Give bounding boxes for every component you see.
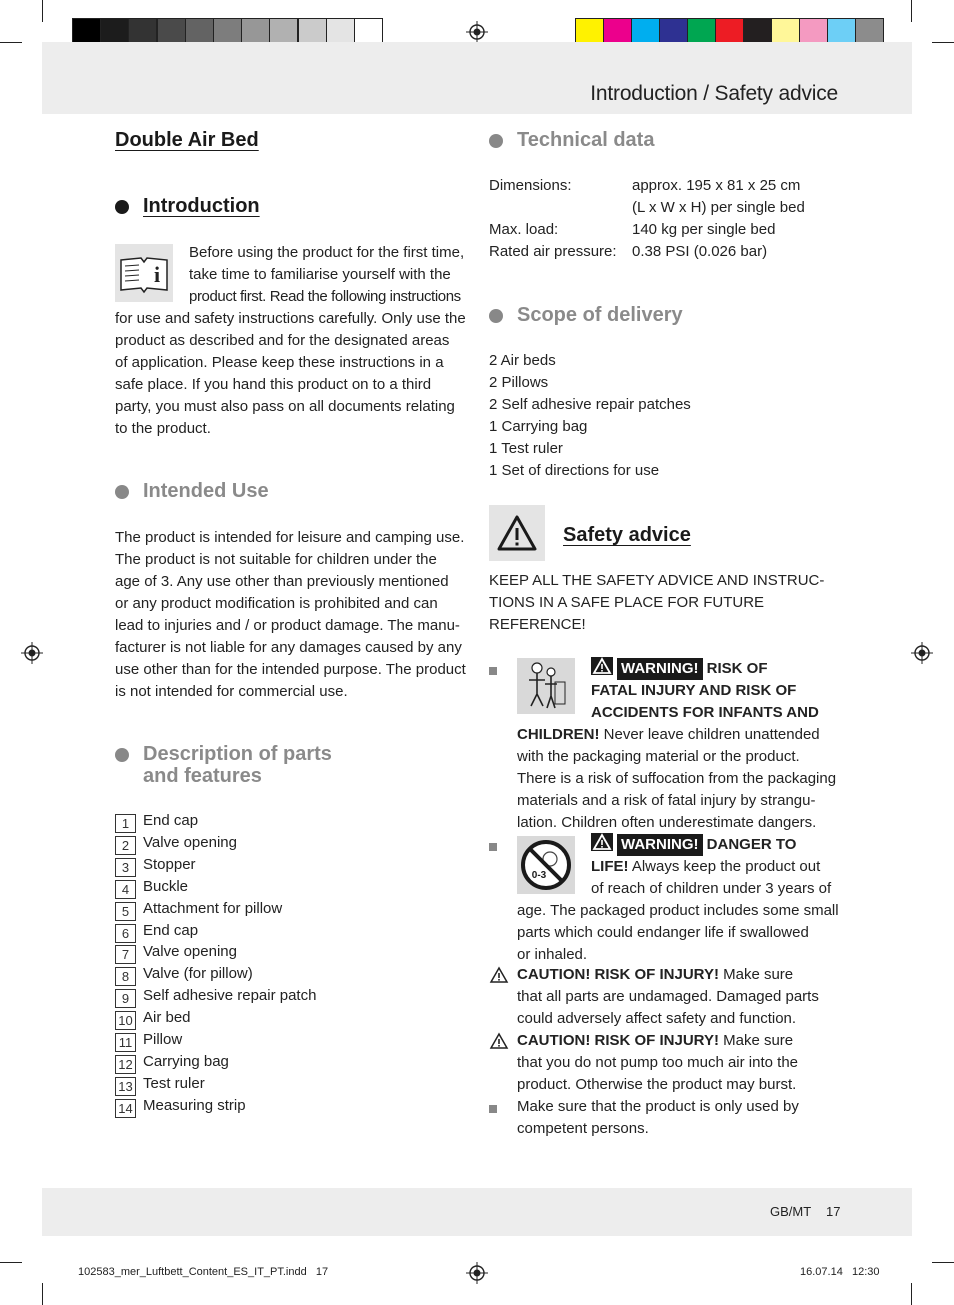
part-number-box: 12: [115, 1055, 136, 1074]
part-number-box: 8: [115, 967, 136, 986]
bullet-dot: [489, 309, 503, 323]
part-label: Test ruler: [143, 1074, 205, 1092]
warning-bold-text: CHILDREN!: [517, 726, 600, 743]
text-line: competent persons.: [517, 1120, 649, 1137]
text-span: Make sure: [718, 966, 794, 983]
caution-triangle-icon: [489, 1032, 509, 1050]
safety-keep-notice: [489, 570, 824, 636]
intro-paragraph: [115, 242, 467, 440]
intro-heading: Introduction: [143, 195, 260, 217]
bullet-square: [489, 667, 497, 675]
crop-mark: [42, 0, 43, 22]
list-item: 1 Carrying bag: [489, 418, 588, 435]
warning-bold-text: LIFE!: [591, 858, 629, 875]
caution-bold-text: CAUTION! RISK OF INJURY!: [517, 966, 719, 983]
text-line: of reach of children under 3 years of: [591, 880, 832, 897]
part-label: Attachment for pillow: [143, 899, 283, 917]
part-number-box: 7: [115, 945, 136, 964]
competent-persons-text: [517, 1096, 847, 1140]
spec-key: Dimensions:: [489, 177, 572, 194]
warning-small-parts-text: [517, 833, 847, 966]
text-line: that all parts are undamaged. Damaged parts: [517, 988, 819, 1005]
warning-triangle-icon: [489, 505, 545, 561]
spec-key: Rated air pressure:: [489, 243, 617, 260]
bullet-square: [489, 843, 497, 851]
text-line: age of 3. Any use other than previously mentioned: [115, 573, 449, 590]
text-line: The product is intended for leisure and camping use.: [115, 529, 465, 546]
text-line: for use and safety instructions carefully. Only use the: [115, 310, 466, 327]
list-item: 2 Air beds: [489, 352, 556, 369]
part-label: Valve opening: [143, 943, 237, 961]
part-number-box: 1: [115, 814, 136, 833]
text-span: Never leave children unattended: [599, 726, 820, 743]
safety-icon-box: [489, 505, 545, 561]
warning-bold-text: FATAL INJURY AND RISK OF: [591, 682, 797, 699]
slug-filename: 102583_mer_Luftbett_Content_ES_IT_PT.indd 17: [78, 1266, 329, 1278]
list-item: 2 Pillows: [489, 374, 549, 391]
document-title: Double Air Bed: [115, 129, 259, 151]
registration-mark-icon: [466, 21, 488, 43]
svg-text:i: i: [153, 262, 161, 287]
crop-mark: [911, 0, 912, 22]
part-number-box: 2: [115, 836, 136, 855]
text-line: that you do not pump too much air into the: [517, 1054, 799, 1071]
registration-mark-icon: [466, 1262, 488, 1284]
text-line: parts which could endanger life if swallowed: [517, 924, 809, 941]
list-item: 1 Test ruler: [489, 440, 563, 457]
crop-mark: [932, 42, 954, 43]
crop-mark: [911, 1283, 912, 1305]
part-number-box: 11: [115, 1033, 136, 1052]
part-label: Air bed: [143, 1009, 191, 1027]
bullet-dot: [489, 134, 503, 148]
text-line: is not intended for commercial use.: [115, 683, 348, 700]
scope-list: [489, 350, 691, 482]
text-line: Before using the product for the first time,: [189, 244, 465, 261]
intended-use-paragraph: [115, 527, 467, 703]
text-span: Always keep the product out: [628, 858, 821, 875]
warning-triangle-icon: [591, 657, 613, 675]
part-label: Stopper: [143, 855, 196, 873]
part-number-box: 3: [115, 858, 136, 877]
registration-mark-icon: [21, 642, 43, 664]
text-line: with the packaging material or the product.: [517, 748, 800, 765]
spec-value: 0.38 PSI (0.026 bar): [632, 243, 768, 260]
spec-value: (L x W x H) per single bed: [632, 199, 805, 216]
caution-bold-text: CAUTION! RISK OF INJURY!: [517, 1032, 719, 1049]
crop-mark: [0, 1262, 22, 1263]
warning-label: WARNING!: [617, 834, 703, 856]
warning-label: WARNING!: [617, 658, 703, 680]
part-number-box: 14: [115, 1099, 136, 1118]
caution-triangle-icon: [489, 966, 509, 984]
crop-mark: [42, 1283, 43, 1305]
part-number-box: 13: [115, 1077, 136, 1096]
part-label: Measuring strip: [143, 1096, 246, 1114]
text-line: product. Otherwise the product may burst.: [517, 1076, 797, 1093]
part-label: Buckle: [143, 877, 189, 895]
warning-infants-text: [517, 657, 847, 834]
spec-value: approx. 195 x 81 x 25 cm: [632, 177, 801, 194]
crop-mark: [932, 1262, 954, 1263]
text-line: Make sure that the product is only used by: [517, 1098, 799, 1115]
warning-bold-text: ACCIDENTS FOR INFANTS AND: [591, 704, 819, 721]
part-number-box: 9: [115, 989, 136, 1008]
warning-triangle-icon: [591, 833, 613, 851]
text-line: or inhaled.: [517, 946, 588, 963]
age-badge-text: 0-3: [531, 870, 547, 881]
slug-date: 16.07.14 12:30: [800, 1266, 880, 1278]
registration-mark-icon: [911, 642, 933, 664]
text-line: lation. Children often underestimate dangers.: [517, 814, 817, 831]
text-line: The product is not suitable for children under the: [115, 551, 437, 568]
parts-heading-line: Description of parts: [143, 743, 332, 765]
text-line: to the product.: [115, 420, 211, 437]
intended-use-heading: Intended Use: [143, 480, 269, 502]
parts-heading: [143, 743, 332, 787]
crop-mark: [0, 42, 22, 43]
text-line: or any product modification is prohibited and can: [115, 595, 438, 612]
scope-heading: Scope of delivery: [517, 304, 683, 326]
warning-bold-text: RISK OF: [706, 660, 768, 677]
bullet-dot: [115, 748, 129, 762]
text-line: age. The packaged product includes some small: [517, 902, 839, 919]
part-label: End cap: [143, 812, 199, 829]
text-line: could adversely affect safety and function.: [517, 1010, 797, 1027]
part-label: End cap: [143, 921, 199, 939]
part-number-box: 6: [115, 924, 136, 943]
text-span: Make sure: [718, 1032, 794, 1049]
footer-page-number: 17: [826, 1204, 841, 1219]
spec-value: 140 kg per single bed: [632, 221, 776, 238]
footer-language: GB/MT: [770, 1204, 812, 1219]
part-label: Pillow: [143, 1031, 183, 1048]
text-line: facturer is not liable for any damages caused by any: [115, 639, 462, 656]
bullet-square: [489, 1105, 497, 1113]
text-line: of application. Please keep these instructions in a: [115, 354, 444, 371]
text-line: TIONS IN A SAFE PLACE FOR FUTURE: [489, 594, 765, 611]
text-line: take time to familiarise yourself with the: [189, 266, 451, 283]
list-item: 1 Set of directions for use: [489, 462, 660, 479]
text-line: use other than for the intended purpose. The product: [115, 661, 466, 678]
text-line: lead to injuries and / or product damage. The manu-: [115, 617, 460, 634]
text-line: There is a risk of suffocation from the packaging: [517, 770, 837, 787]
text-line: REFERENCE!: [489, 616, 586, 633]
spec-key: Max. load:: [489, 221, 559, 238]
page-header-title: Introduction / Safety advice: [590, 82, 838, 105]
part-number-box: 10: [115, 1011, 136, 1030]
bullet-dot: [115, 200, 129, 214]
part-number-box: 4: [115, 880, 136, 899]
text-line: party, you must also pass on all documents relating: [115, 398, 455, 415]
part-label: Self adhesive repair patch: [143, 987, 317, 1005]
technical-data-heading: Technical data: [517, 129, 655, 151]
caution-pump-text: [517, 1030, 847, 1096]
warning-bold-text: DANGER TO: [706, 836, 797, 853]
text-line: KEEP ALL THE SAFETY ADVICE AND INSTRUC-: [489, 572, 825, 589]
part-label: Carrying bag: [143, 1052, 229, 1070]
parts-heading-line: and features: [143, 765, 262, 787]
text-line: product first. Read the following instructions: [189, 288, 461, 305]
list-item: 2 Self adhesive repair patches: [489, 396, 691, 413]
caution-damage-text: [517, 964, 847, 1030]
text-line: safe place. If you hand this product on to a third: [115, 376, 432, 393]
part-label: Valve opening: [143, 833, 237, 851]
text-line: product as described and for the designated areas: [115, 332, 450, 349]
bullet-dot: [115, 485, 129, 499]
part-label: Valve (for pillow): [143, 965, 253, 983]
text-line: materials and a risk of fatal injury by strangu-: [517, 792, 816, 809]
part-number-box: 5: [115, 902, 136, 921]
safety-advice-heading: Safety advice: [563, 524, 691, 546]
